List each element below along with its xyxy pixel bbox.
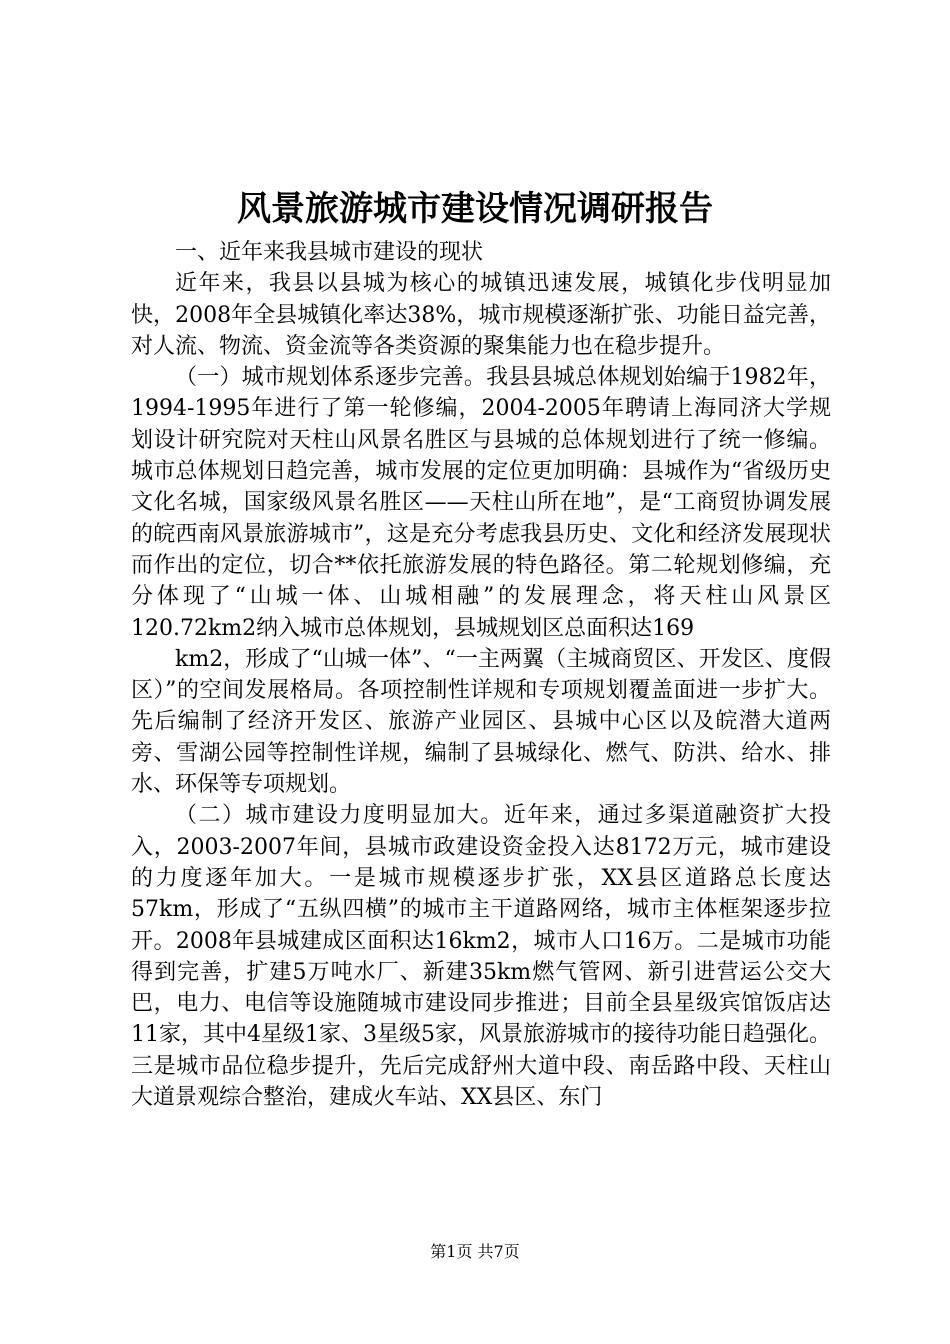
document-body [131, 237, 831, 1113]
paragraph-planning-continued: km2，形成了“山城一体”、“一主两翼（主城商贸区、开发区、度假区）”的空间发展格局。各项控制性详规和专项规划覆盖面进一步扩大。先后编制了经济开发区、旅游产业园区、县城中心区以及皖潜大道两旁、雪湖公园等控制性详规，编制了县城绿化、燃气、防洪、给水、排水、环保等专项规划。 [131, 646, 831, 798]
paragraph-construction: （二）城市建设力度明显加大。近年来，通过多渠道融资扩大投入，2003-2007年间，县城市政建设资金投入达8172万元，城市建设的力度逐年加大。一是城市规模逐步扩张，XX县区道路总长度达57km，形成了“五纵四横”的城市主干道路网络，城市主体框架逐步拉开。2008年县城建成区面积达16km2，城市人口16万。二是城市功能得到完善，扩建5万吨水厂、新建35km燃气管网、新引进营运公交大巴，电力、电信等设施随城市建设同步推进；目前全县星级宾馆饭店达11家，其中4星级1家、3星级5家，风景旅游城市的接待功能日趋强化。三是城市品位稳步提升，先后完成舒州大道中段、南岳路中段、天柱山大道景观综合整治，建成火车站、XX县区、东门 [131, 803, 831, 1111]
paragraph-intro: 近年来，我县以县城为核心的城镇迅速发展，城镇化步伐明显加快，2008年全县城镇化率达38%，城市规模逐渐扩张、功能日益完善，对人流、物流、资金流等各类资源的聚集能力也在稳步提升。 [131, 271, 831, 359]
paragraph-planning: （一）城市规划体系逐步完善。我县县城总体规划始编于1982年，1994-1995年进行了第一轮修编，2004-2005年聘请上海同济大学规划设计研究院对天柱山风景名胜区与县城的总体规划进行了统一修编。城市总体规划日趋完善，城市发展的定位更加明确：县城作为“省级历史文化名城，国家级风景名胜区——天柱山所在地”，是“工商贸协调发展的皖西南风景旅游城市”，这是充分考虑我县历史、文化和经济发展现状而作出的定位，切合**依托旅游发展的特色路径。第二轮规划修编，充分体现了“山城一体、山城相融”的发展理念，将天柱山风景区120.72km2纳入城市总体规划，县城规划区总面积达169 [131, 365, 831, 641]
section-heading: 一、近年来我县城市建设的现状 [175, 240, 484, 265]
document-title: 风景旅游城市建设情况调研报告 [237, 189, 713, 229]
page-footer: 第1页 共7页 [430, 1242, 520, 1261]
